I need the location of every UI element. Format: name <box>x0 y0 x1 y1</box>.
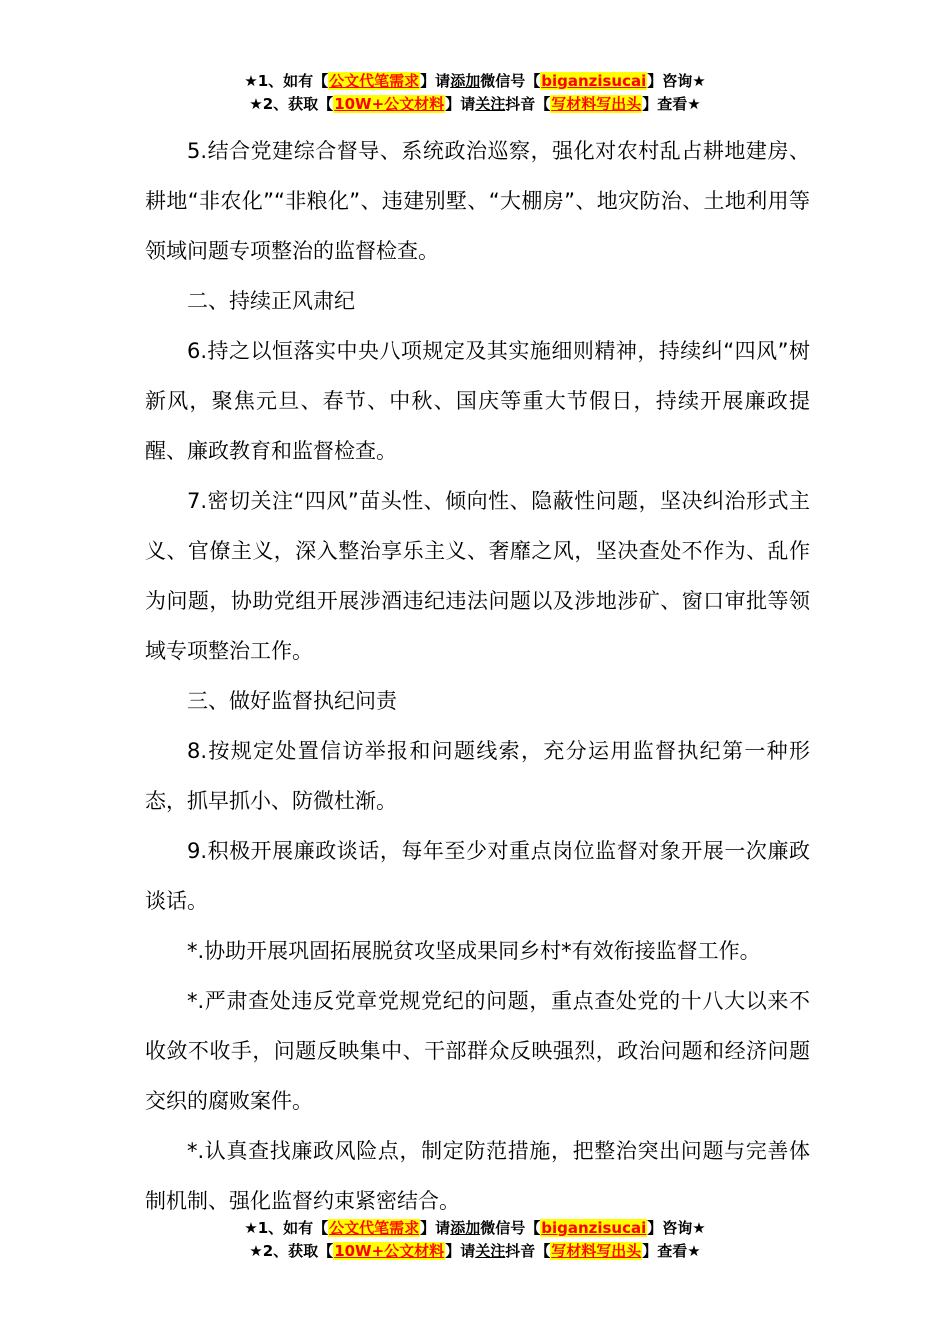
paragraph-7: 7.密切关注“四风”苗头性、倾向性、隐蔽性问题，坚决纠治形式主义、官僚主义，深入整治享乐主义、奢靡之风，坚决查处不作为、乱作为问题，协助党组开展涉酒违纪违法问题以及涉地涉矿、窗口审批等领域专项整治工作。 <box>145 489 810 663</box>
star-icon: ★ <box>249 95 263 113</box>
paragraph-9: 9.积极开展廉政谈话，每年至少对重点岗位监督对象开展一次廉政谈话。 <box>145 839 810 913</box>
star-icon: ★ <box>244 72 258 90</box>
paragraph-8: 8.按规定处置信访举报和问题线索，充分运用监督执纪第一种形态，抓早抓小、防微杜渐。 <box>145 739 810 813</box>
header-banner-line-1: ★1、如有【公文代笔需求】请添加微信号【biganzisucai】咨询★ <box>244 72 706 90</box>
paragraph-6: 6.持之以恒落实中央八项规定及其实施细则精神，持续纠“四风”树新风，聚焦元旦、春节、中秋、国庆等重大节假日，持续开展廉政提醒、廉政教育和监督检查。 <box>145 339 810 463</box>
highlight-wechat-id: biganzisucai <box>541 72 647 90</box>
paragraph-star-3: *.认真查找廉政风险点，制定防范措施，把整治突出问题与完善体制机制、强化监督约束紧密结合。 <box>145 1139 810 1213</box>
paragraph-star-1: *.协助开展巩固拓展脱贫攻坚成果同乡村*有效衔接监督工作。 <box>187 939 761 963</box>
star-icon: ★ <box>249 1242 263 1260</box>
star-icon: ★ <box>244 1219 258 1237</box>
footer-banner <box>0 1217 950 1263</box>
highlight-materials: 10W+公文材料 <box>334 1242 445 1260</box>
highlight-materials: 10W+公文材料 <box>334 95 445 113</box>
section-heading-2: 二、持续正风肃纪 <box>187 289 355 313</box>
footer-banner-line-1: ★1、如有【公文代笔需求】请添加微信号【biganzisucai】咨询★ <box>244 1219 706 1237</box>
document-body <box>145 126 810 1226</box>
header-banner <box>0 70 950 116</box>
paragraph-star-2: *.严肃查处违反党章党规党纪的问题，重点查处党的十八大以来不收敛不收手，问题反映集中、干部群众反映强烈，政治问题和经济问题交织的腐败案件。 <box>145 989 810 1113</box>
footer-banner-line-2: ★2、获取【10W+公文材料】请关注抖音【写材料写出头】查看★ <box>249 1242 701 1260</box>
highlight-douyin: 写材料写出头 <box>551 1242 642 1260</box>
highlight-wechat-id: biganzisucai <box>541 1219 647 1237</box>
highlight-ghostwriting: 公文代笔需求 <box>329 72 420 90</box>
highlight-douyin: 写材料写出头 <box>551 95 642 113</box>
paragraph-5: 5.结合党建综合督导、系统政治巡察，强化对农村乱占耕地建房、耕地“非农化”“非粮化”、违建别墅、“大棚房”、地灾防治、土地利用等领域问题专项整治的监督检查。 <box>145 139 810 263</box>
highlight-ghostwriting: 公文代笔需求 <box>329 1219 420 1237</box>
section-heading-3: 三、做好监督执纪问责 <box>187 689 397 713</box>
header-banner-line-2: ★2、获取【10W+公文材料】请关注抖音【写材料写出头】查看★ <box>249 95 701 113</box>
